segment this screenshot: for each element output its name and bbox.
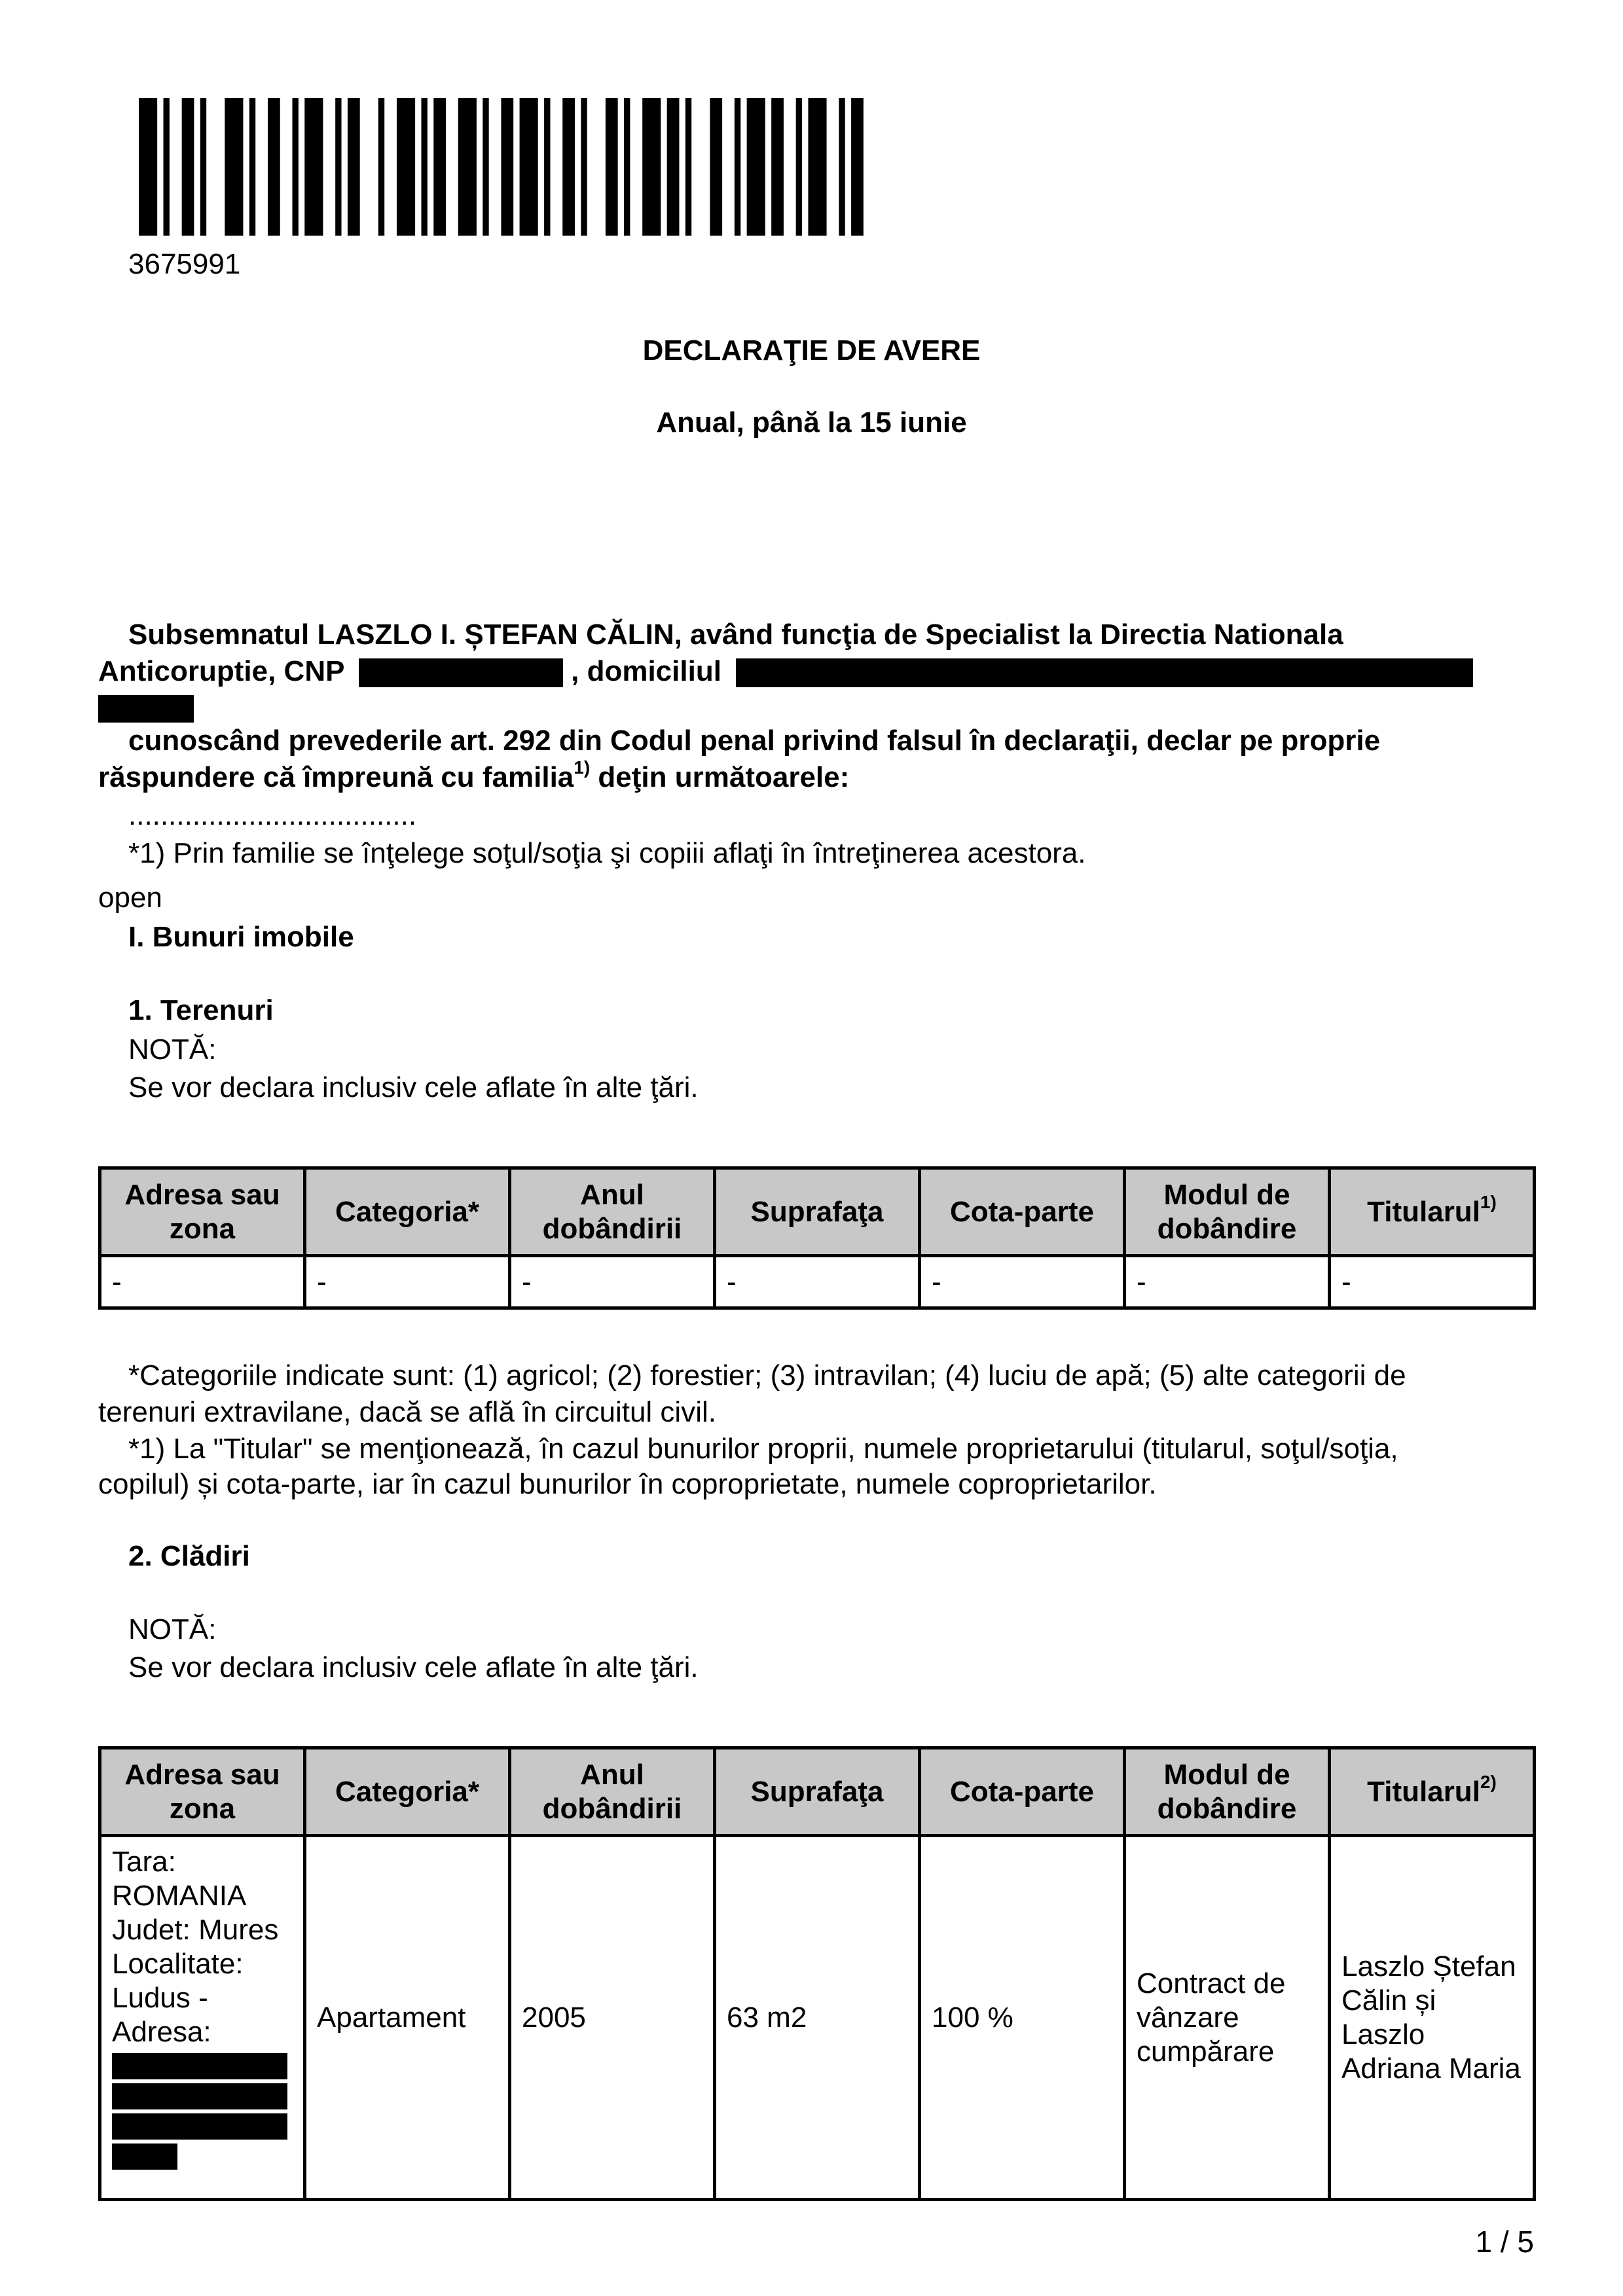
categoria-cell: Apartament: [305, 1836, 510, 2200]
col-adresa: Adresa sau zona: [100, 1748, 305, 1836]
page-number: 1 / 5: [1475, 2225, 1534, 2259]
redacted-address: [112, 2144, 177, 2170]
barcode-bar: [458, 98, 477, 236]
barcode-bar: [851, 98, 864, 236]
table-cell: -: [920, 1256, 1125, 1308]
col-modul: Modul de dobândire: [1125, 1748, 1330, 1836]
footnote-ref: 2): [1480, 1771, 1497, 1792]
categories-note-line-1: *Categoriile indicate sunt: (1) agricol; (2) forestier; (3) intravilan; (4) luciu de apă; (5) alte categorii de: [128, 1359, 1406, 1391]
modul-cell: Contract de vânzare cumpărare: [1125, 1836, 1330, 2200]
barcode-bar: [735, 98, 740, 236]
intro-domiciliu-label: , domiciliul: [571, 655, 721, 687]
barcode-bar: [397, 98, 415, 236]
barcode-bar: [808, 98, 826, 236]
nota-text-2: Se vor declara inclusiv cele aflate în alte ţări.: [128, 1651, 699, 1683]
barcode-bar: [685, 98, 691, 236]
barcode-bar: [164, 98, 170, 236]
barcode-bar: [562, 98, 575, 236]
titular-note-line-1: *1) La "Titular" se menţionează, în cazul bunurilor proprii, numele proprietarului (titularul, soţul/soţia,: [128, 1433, 1398, 1465]
col-suprafata: Suprafaţa: [715, 1168, 920, 1256]
barcode-bar: [200, 98, 206, 236]
table-header-row: [100, 1748, 1535, 1836]
redacted-address: [112, 2113, 287, 2140]
barcode-image: [139, 98, 882, 236]
document-subtitle: Anual, până la 15 iunie: [656, 406, 967, 439]
open-label: open: [98, 882, 162, 914]
table-cell: -: [1125, 1256, 1330, 1308]
suprafata-cell: 63 m2: [715, 1836, 920, 2200]
barcode-bar: [771, 98, 784, 236]
intro-line-3: cunoscând prevederile art. 292 din Codul penal privind falsul în declaraţii, declar pe proprie: [128, 725, 1381, 757]
barcode-bar: [544, 98, 550, 236]
address-line: Localitate:: [112, 1948, 244, 1980]
table-header-row: [100, 1168, 1535, 1256]
redacted-address: [112, 2083, 287, 2109]
address-cell: [100, 1836, 305, 2200]
titular-note-line-2: copilul) și cota-parte, iar în cazul bunurilor în coproprietate, numele coproprietarilor.: [98, 1468, 1157, 1500]
intro-cnp-label: Anticoruptie, CNP: [98, 655, 344, 687]
address-line: Tara:: [112, 1846, 176, 1878]
redacted-domiciliu: [736, 658, 1473, 687]
col-anul: Anul dobândirii: [510, 1168, 715, 1256]
barcode-bar: [268, 98, 280, 236]
table-cell: -: [715, 1256, 920, 1308]
nota-label-2: NOTĂ:: [128, 1613, 217, 1645]
barcode-bar: [433, 98, 446, 236]
col-cota: Cota-parte: [920, 1168, 1125, 1256]
barcode-bar: [520, 98, 538, 236]
table-row: [100, 1836, 1535, 2200]
intro-line-2: [98, 653, 1473, 690]
address-line: Judet: Mures: [112, 1914, 279, 1946]
footnote-ref: 1): [1480, 1191, 1497, 1212]
barcode-bar: [796, 98, 802, 236]
barcode-bar: [421, 98, 427, 236]
table-cell: -: [1330, 1256, 1535, 1308]
address-line: Adresa:: [112, 2016, 211, 2048]
subsection-cladiri: 2. Clădiri: [128, 1540, 250, 1572]
nota-text-1: Se vor declara inclusiv cele aflate în alte ţări.: [128, 1071, 699, 1103]
barcode-bar: [348, 98, 360, 236]
col-anul: Anul dobândirii: [510, 1748, 715, 1836]
intro-line-4-text: răspundere că împreună cu familia: [98, 761, 574, 793]
col-modul: Modul de dobândire: [1125, 1168, 1330, 1256]
cota-cell: 100 %: [920, 1836, 1125, 2200]
barcode-bar: [293, 98, 299, 236]
barcode-bar: [747, 98, 765, 236]
titular-cell: Laszlo Ștefan Călin și Laszlo Adriana Maria: [1330, 1836, 1535, 2200]
col-titular-label: Titularul: [1367, 1775, 1480, 1808]
barcode-bar: [225, 98, 243, 236]
anul-cell: 2005: [510, 1836, 715, 2200]
address-line: ROMANIA: [112, 1880, 247, 1912]
barcode-bar: [378, 98, 384, 236]
intro-line-4-end: deţin următoarele:: [590, 761, 850, 793]
barcode-number: 3675991: [128, 248, 241, 280]
redacted-cnp: [359, 658, 563, 687]
table-cell: -: [510, 1256, 715, 1308]
col-categoria: Categoria*: [305, 1168, 510, 1256]
cladiri-table: [98, 1746, 1536, 2201]
barcode-bar: [501, 98, 513, 236]
col-cota: Cota-parte: [920, 1748, 1125, 1836]
col-titular: [1330, 1168, 1535, 1256]
barcode-bar: [606, 98, 618, 236]
barcode-bar: [624, 98, 630, 236]
barcode-bar: [667, 98, 680, 236]
barcode-bar: [335, 98, 341, 236]
terenuri-table: [98, 1166, 1536, 1310]
section-heading-bunuri-imobile: I. Bunuri imobile: [128, 921, 354, 953]
address-line: Ludus -: [112, 1982, 208, 2014]
table-cell: -: [305, 1256, 510, 1308]
document-title: DECLARAŢIE DE AVERE: [642, 334, 981, 367]
categories-note-line-2: terenuri extravilane, dacă se află în circuitul civil.: [98, 1396, 716, 1428]
barcode-bar: [710, 98, 722, 236]
family-note: *1) Prin familie se înţelege soţul/soţia şi copiii aflaţi în întreţinerea acestora.: [128, 837, 1086, 869]
footnote-ref: 1): [574, 757, 591, 778]
col-adresa: Adresa sau zona: [100, 1168, 305, 1256]
redacted-domiciliu-cont: [98, 695, 194, 723]
col-titular-label: Titularul: [1367, 1195, 1480, 1228]
barcode-bar: [581, 98, 587, 236]
table-row: [100, 1256, 1535, 1308]
intro-line-4: [98, 759, 849, 796]
col-categoria: Categoria*: [305, 1748, 510, 1836]
nota-label-1: NOTĂ:: [128, 1033, 217, 1066]
table-cell: -: [100, 1256, 305, 1308]
subsection-terenuri: 1. Terenuri: [128, 994, 274, 1026]
barcode-bar: [304, 98, 323, 236]
intro-line-1: Subsemnatul LASZLO I. ȘTEFAN CĂLIN, având funcţia de Specialist la Directia Nationala: [128, 619, 1343, 651]
redacted-address: [112, 2053, 287, 2079]
col-suprafata: Suprafaţa: [715, 1748, 920, 1836]
barcode-bar: [642, 98, 661, 236]
barcode-bar: [182, 98, 194, 236]
col-titular: [1330, 1748, 1535, 1836]
dots-line: ....................................: [128, 799, 417, 831]
barcode-bar: [483, 98, 488, 236]
barcode-bar: [839, 98, 845, 236]
barcode-bar: [139, 98, 157, 236]
barcode-bar: [249, 98, 255, 236]
